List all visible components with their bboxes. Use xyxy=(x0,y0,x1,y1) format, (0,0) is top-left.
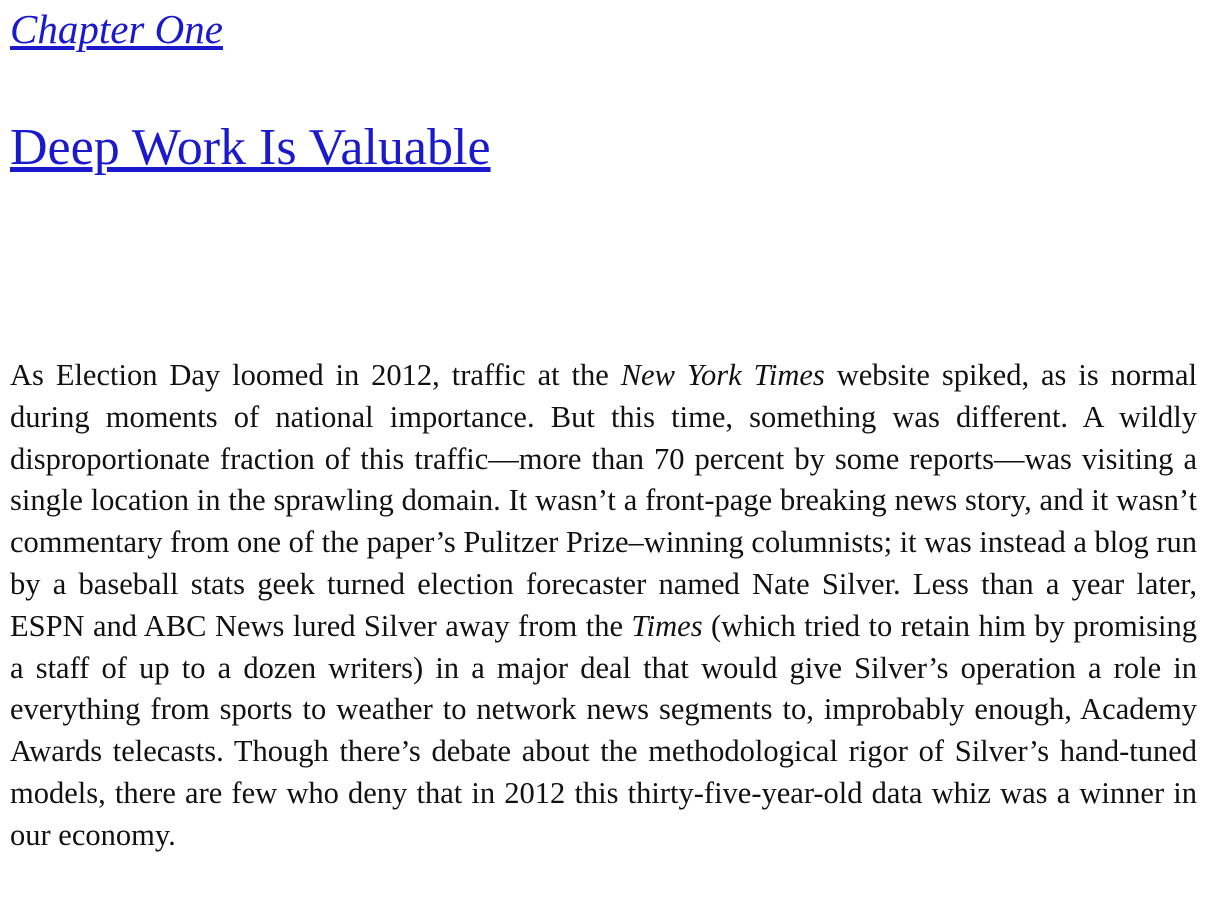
paragraph-text-segment: website spiked, as is normal during moments of national importance. But this time, something was different. A wildly disproportionate fraction of this traffic—more than 70 percent by some reports—was visiting a single location in the sprawling domain. It wasn’t a front-page breaking news story, and it wasn’t commentary from one of the paper’s Pulitzer Prize–winning columnists; it was instead a blog run by a baseball stats geek turned election forecaster named Nate Silver. Less than a year later, ESPN and ABC News lured Silver away from the xyxy=(10,358,1198,643)
chapter-label-link[interactable]: Chapter One xyxy=(10,6,223,52)
body-paragraph xyxy=(10,355,1197,857)
chapter-title-link[interactable]: Deep Work Is Valuable xyxy=(10,119,491,176)
publication-name-nyt: New York Times xyxy=(620,358,825,392)
paragraph-text-segment: As Election Day loomed in 2012, traffic at the xyxy=(10,358,621,392)
paragraph-text-segment: (which tried to retain him by promising a staff of up to a dozen writers) in a major deal that would give Silver’s operation a role in everything from sports to weather to network news segments to, improbably enough, Academy Awards telecasts. Though there’s debate about the methodological rigor of Silver’s hand-tuned models, there are few who deny that in 2012 this thirty-five-year-old data whiz was a winner in our economy. xyxy=(10,608,1197,852)
publication-name-times: Times xyxy=(631,608,703,643)
